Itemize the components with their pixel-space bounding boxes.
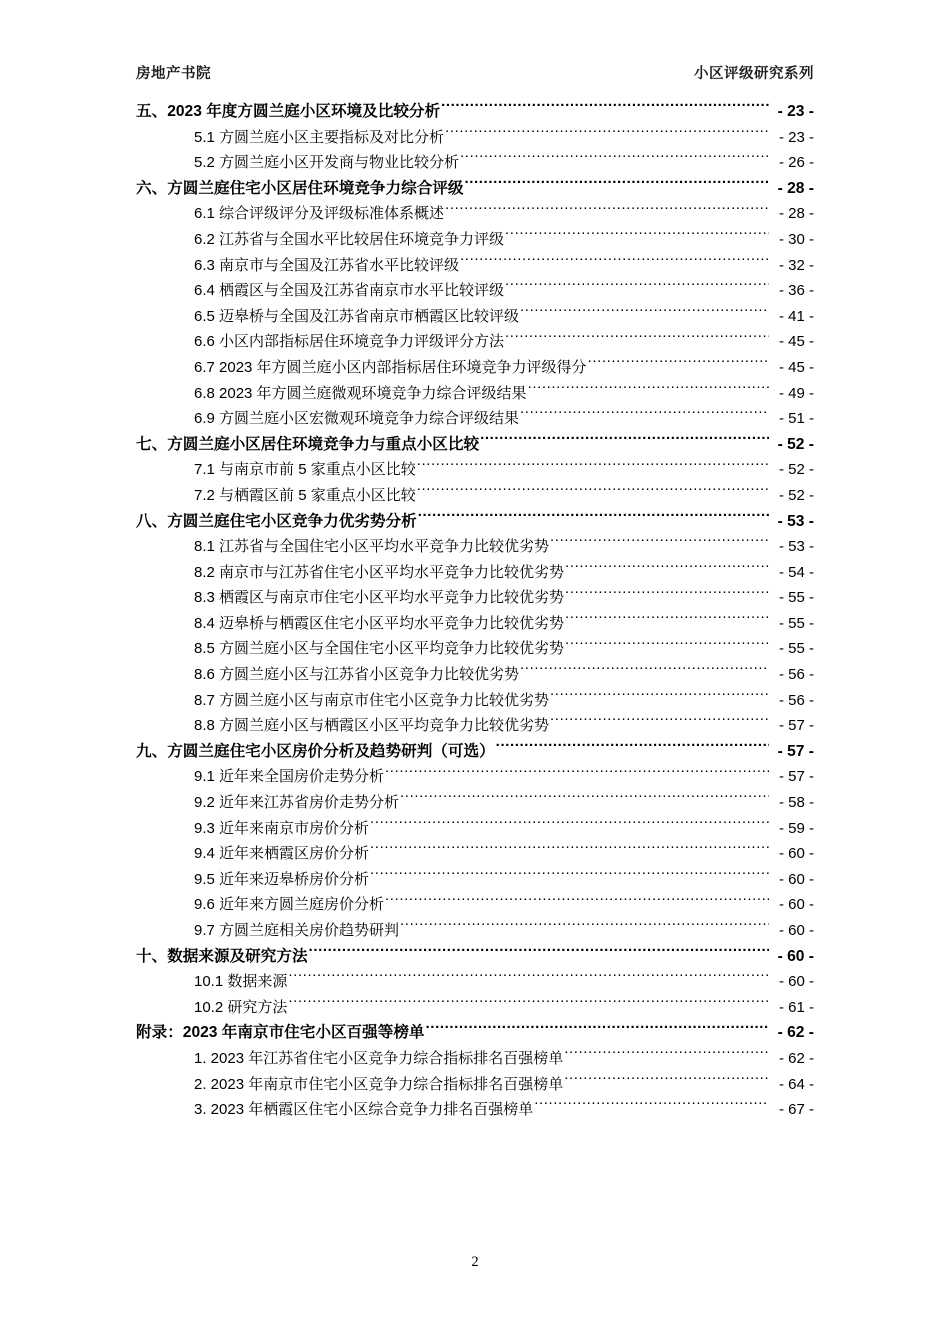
toc-entry-title: 6.5 迈皋桥与全国及江苏省南京市栖霞区比较评级 bbox=[194, 307, 520, 325]
toc-leader-dots bbox=[550, 536, 769, 551]
toc-entry[interactable] bbox=[136, 1046, 814, 1072]
toc-entry[interactable] bbox=[136, 278, 814, 304]
toc-entry-title: 8.7 方圆兰庭小区与南京市住宅小区竞争力比较优劣势 bbox=[194, 691, 550, 709]
toc-entry-title: 10.1 数据来源 bbox=[194, 973, 288, 991]
toc-entry[interactable] bbox=[136, 1097, 814, 1123]
toc-entry-title: 7.1 与南京市前 5 家重点小区比较 bbox=[194, 461, 416, 479]
toc-entry[interactable] bbox=[136, 381, 814, 407]
toc-leader-dots bbox=[565, 562, 769, 577]
toc-entry-page: - 62 - bbox=[778, 1049, 814, 1067]
toc-leader-dots bbox=[534, 1099, 769, 1114]
toc-entry-page: - 55 - bbox=[778, 640, 814, 658]
toc-entry[interactable] bbox=[136, 509, 814, 535]
toc-entry-page: - 54 - bbox=[778, 563, 814, 581]
toc-entry-title: 9.3 近年来南京市房价分析 bbox=[194, 819, 370, 837]
toc-entry-page: - 52 - bbox=[778, 461, 814, 479]
toc-leader-dots bbox=[417, 459, 769, 474]
toc-leader-dots bbox=[370, 818, 769, 833]
toc-entry-title: 7.2 与栖霞区前 5 家重点小区比较 bbox=[194, 486, 416, 504]
toc-leader-dots bbox=[370, 869, 769, 884]
toc-entry-page: - 60 - bbox=[778, 973, 814, 991]
toc-leader-dots bbox=[505, 280, 769, 295]
toc-leader-dots bbox=[480, 433, 769, 449]
toc-leader-dots bbox=[564, 1074, 769, 1089]
toc-leader-dots bbox=[309, 945, 769, 961]
toc-entry-page: - 56 - bbox=[778, 666, 814, 684]
toc-leader-dots bbox=[418, 510, 769, 526]
toc-entry-page: - 41 - bbox=[778, 307, 814, 325]
toc-entry[interactable] bbox=[136, 636, 814, 662]
toc-leader-dots bbox=[370, 843, 769, 858]
toc-entry[interactable] bbox=[136, 995, 814, 1021]
toc-entry-title: 八、方圆兰庭住宅小区竞争力优劣势分析 bbox=[136, 512, 417, 530]
toc-leader-dots bbox=[445, 203, 769, 218]
toc-entry[interactable] bbox=[136, 176, 814, 202]
toc-entry-title: 6.7 2023 年方圆兰庭小区内部指标居住环境竞争力评级得分 bbox=[194, 358, 587, 376]
toc-entry[interactable] bbox=[136, 99, 814, 125]
toc-entry-page: - 53 - bbox=[777, 512, 814, 530]
toc-entry-title: 6.4 栖霞区与全国及江苏省南京市水平比较评级 bbox=[194, 282, 505, 300]
toc-entry[interactable] bbox=[136, 739, 814, 765]
toc-entry[interactable] bbox=[136, 841, 814, 867]
toc-entry[interactable] bbox=[136, 432, 814, 458]
toc-entry-page: - 36 - bbox=[778, 282, 814, 300]
toc-entry-title: 五、2023 年度方圆兰庭小区环境及比较分析 bbox=[136, 103, 441, 120]
toc-entry-page: - 55 - bbox=[778, 614, 814, 632]
toc-leader-dots bbox=[288, 997, 769, 1012]
toc-entry[interactable] bbox=[136, 457, 814, 483]
toc-entry-title: 8.5 方圆兰庭小区与全国住宅小区平均竞争力比较优劣势 bbox=[194, 640, 565, 658]
toc-entry-title: 九、方圆兰庭住宅小区房价分析及趋势研判（可选） bbox=[136, 742, 495, 760]
toc-leader-dots bbox=[520, 306, 769, 321]
toc-entry[interactable] bbox=[136, 969, 814, 995]
toc-entry[interactable] bbox=[136, 1072, 814, 1098]
toc-entry-page: - 26 - bbox=[778, 154, 814, 172]
toc-leader-dots bbox=[496, 740, 769, 756]
toc-entry-page: - 28 - bbox=[778, 205, 814, 223]
toc-leader-dots bbox=[520, 664, 769, 679]
toc-entry-page: - 60 - bbox=[778, 896, 814, 914]
toc-entry[interactable] bbox=[136, 892, 814, 918]
toc-entry-page: - 57 - bbox=[777, 742, 814, 760]
toc-entry[interactable] bbox=[136, 227, 814, 253]
toc-entry-page: - 51 - bbox=[778, 410, 814, 428]
toc-entry-page: - 58 - bbox=[778, 794, 814, 812]
toc-entry-title: 9.6 近年来方圆兰庭房价分析 bbox=[194, 896, 385, 914]
toc-leader-dots bbox=[505, 229, 769, 244]
toc-entry-title: 附录：2023 年南京市住宅小区百强等榜单 bbox=[136, 1024, 425, 1042]
toc-leader-dots bbox=[385, 894, 769, 909]
toc-entry-title: 9.5 近年来迈皋桥房价分析 bbox=[194, 870, 370, 888]
toc-entry[interactable] bbox=[136, 585, 814, 611]
toc-entry[interactable] bbox=[136, 713, 814, 739]
toc-entry-page: - 64 - bbox=[778, 1075, 814, 1093]
toc-entry-title: 六、方圆兰庭住宅小区居住环境竞争力综合评级 bbox=[136, 179, 464, 197]
toc-leader-dots bbox=[464, 177, 769, 193]
table-of-contents bbox=[136, 99, 814, 1123]
toc-entry[interactable] bbox=[136, 662, 814, 688]
toc-entry[interactable] bbox=[136, 125, 814, 151]
toc-entry[interactable] bbox=[136, 611, 814, 637]
toc-entry-page: - 57 - bbox=[778, 768, 814, 786]
toc-entry-title: 七、方圆兰庭小区居住环境竞争力与重点小区比较 bbox=[136, 435, 480, 453]
toc-entry-page: - 49 - bbox=[778, 384, 814, 402]
toc-entry-title: 6.6 小区内部指标居住环境竞争力评级评分方法 bbox=[194, 333, 505, 351]
toc-leader-dots bbox=[528, 383, 769, 398]
toc-entry-title: 1. 2023 年江苏省住宅小区竞争力综合指标排名百强榜单 bbox=[194, 1049, 564, 1067]
page-number: 2 bbox=[471, 1254, 479, 1270]
toc-entry-page: - 53 - bbox=[778, 538, 814, 556]
toc-entry-page: - 23 - bbox=[777, 103, 814, 120]
toc-entry-title: 十、数据来源及研究方法 bbox=[136, 947, 308, 965]
toc-leader-dots bbox=[460, 152, 769, 167]
header-left-text: 房地产书院 bbox=[136, 66, 211, 82]
toc-entry-title: 8.3 栖霞区与南京市住宅小区平均水平竞争力比较优劣势 bbox=[194, 589, 565, 607]
toc-entry[interactable] bbox=[136, 816, 814, 842]
toc-entry-title: 8.8 方圆兰庭小区与栖霞区小区平均竞争力比较优劣势 bbox=[194, 717, 550, 735]
toc-leader-dots bbox=[565, 638, 769, 653]
toc-entry[interactable] bbox=[136, 534, 814, 560]
toc-entry-page: - 57 - bbox=[778, 717, 814, 735]
toc-entry-title: 8.6 方圆兰庭小区与江苏省小区竞争力比较优劣势 bbox=[194, 666, 520, 684]
toc-entry-title: 6.9 方圆兰庭小区宏微观环境竞争力综合评级结果 bbox=[194, 410, 520, 428]
toc-leader-dots bbox=[588, 357, 769, 372]
toc-entry-title: 6.8 2023 年方圆兰庭微观环境竞争力综合评级结果 bbox=[194, 384, 527, 402]
toc-entry[interactable] bbox=[136, 150, 814, 176]
toc-entry-title: 6.3 南京市与全国及江苏省水平比较评级 bbox=[194, 256, 460, 274]
toc-entry[interactable] bbox=[136, 483, 814, 509]
toc-entry-title: 9.1 近年来全国房价走势分析 bbox=[194, 768, 385, 786]
toc-entry-page: - 60 - bbox=[778, 870, 814, 888]
toc-entry-title: 10.2 研究方法 bbox=[194, 998, 288, 1016]
toc-entry[interactable] bbox=[136, 944, 814, 970]
toc-entry-title: 5.1 方圆兰庭小区主要指标及对比分析 bbox=[194, 128, 445, 146]
toc-entry-page: - 60 - bbox=[777, 947, 814, 965]
toc-leader-dots bbox=[505, 331, 769, 346]
toc-entry-title: 8.4 迈皋桥与栖霞区住宅小区平均水平竞争力比较优劣势 bbox=[194, 614, 565, 632]
toc-entry[interactable] bbox=[136, 329, 814, 355]
page-header bbox=[136, 62, 814, 83]
toc-entry[interactable] bbox=[136, 918, 814, 944]
toc-entry[interactable] bbox=[136, 560, 814, 586]
toc-leader-dots bbox=[550, 690, 769, 705]
toc-leader-dots bbox=[417, 485, 769, 500]
toc-entry-page: - 30 - bbox=[778, 230, 814, 248]
toc-entry-title: 5.2 方圆兰庭小区开发商与物业比较分析 bbox=[194, 154, 460, 172]
toc-entry-page: - 61 - bbox=[778, 998, 814, 1016]
toc-entry-page: - 62 - bbox=[777, 1024, 814, 1042]
toc-leader-dots bbox=[385, 766, 769, 781]
header-right-text: 小区评级研究系列 bbox=[694, 66, 814, 82]
toc-entry-title: 3. 2023 年栖霞区住宅小区综合竞争力排名百强榜单 bbox=[194, 1101, 534, 1119]
toc-entry-title: 9.7 方圆兰庭相关房价趋势研判 bbox=[194, 922, 400, 939]
toc-leader-dots bbox=[565, 587, 769, 602]
toc-entry-page: - 52 - bbox=[778, 486, 814, 504]
toc-entry-title: 8.2 南京市与江苏省住宅小区平均水平竞争力比较优劣势 bbox=[194, 563, 565, 581]
toc-entry[interactable] bbox=[136, 867, 814, 893]
toc-leader-dots bbox=[565, 613, 769, 628]
toc-leader-dots bbox=[288, 971, 769, 986]
toc-entry-page: - 60 - bbox=[778, 922, 814, 939]
toc-entry-page: - 23 - bbox=[778, 128, 814, 146]
toc-entry-title: 6.2 江苏省与全国水平比较居住环境竞争力评级 bbox=[194, 230, 505, 248]
toc-entry-page: - 45 - bbox=[778, 333, 814, 351]
toc-leader-dots bbox=[520, 408, 769, 423]
toc-entry[interactable] bbox=[136, 253, 814, 279]
toc-entry-title: 8.1 江苏省与全国住宅小区平均水平竞争力比较优劣势 bbox=[194, 538, 550, 556]
toc-entry-title: 9.4 近年来栖霞区房价分析 bbox=[194, 845, 370, 863]
toc-leader-dots bbox=[426, 1022, 769, 1038]
toc-entry[interactable] bbox=[136, 764, 814, 790]
toc-entry-page: - 32 - bbox=[778, 256, 814, 274]
toc-entry[interactable] bbox=[136, 1020, 814, 1046]
toc-leader-dots bbox=[564, 1048, 769, 1063]
toc-leader-dots bbox=[400, 920, 769, 935]
toc-entry-page: - 59 - bbox=[778, 819, 814, 837]
toc-leader-dots bbox=[441, 100, 769, 116]
toc-entry-title: 9.2 近年来江苏省房价走势分析 bbox=[194, 794, 400, 812]
toc-leader-dots bbox=[400, 792, 769, 807]
toc-entry[interactable] bbox=[136, 304, 814, 330]
toc-entry-page: - 67 - bbox=[778, 1101, 814, 1119]
toc-entry-page: - 45 - bbox=[778, 358, 814, 376]
toc-leader-dots bbox=[445, 127, 769, 142]
toc-entry[interactable] bbox=[136, 790, 814, 816]
toc-leader-dots bbox=[550, 715, 769, 730]
toc-entry-title: 6.1 综合评级评分及评级标准体系概述 bbox=[194, 205, 445, 223]
toc-entry-page: - 55 - bbox=[778, 589, 814, 607]
toc-entry-page: - 28 - bbox=[777, 179, 814, 197]
toc-entry-page: - 56 - bbox=[778, 691, 814, 709]
toc-entry[interactable] bbox=[136, 201, 814, 227]
toc-entry[interactable] bbox=[136, 406, 814, 432]
toc-entry-title: 2. 2023 年南京市住宅小区竞争力综合指标排名百强榜单 bbox=[194, 1075, 564, 1093]
toc-entry[interactable] bbox=[136, 688, 814, 714]
toc-entry-page: - 52 - bbox=[777, 435, 814, 453]
toc-entry[interactable] bbox=[136, 355, 814, 381]
toc-leader-dots bbox=[460, 255, 769, 270]
toc-entry-page: - 60 - bbox=[778, 845, 814, 863]
